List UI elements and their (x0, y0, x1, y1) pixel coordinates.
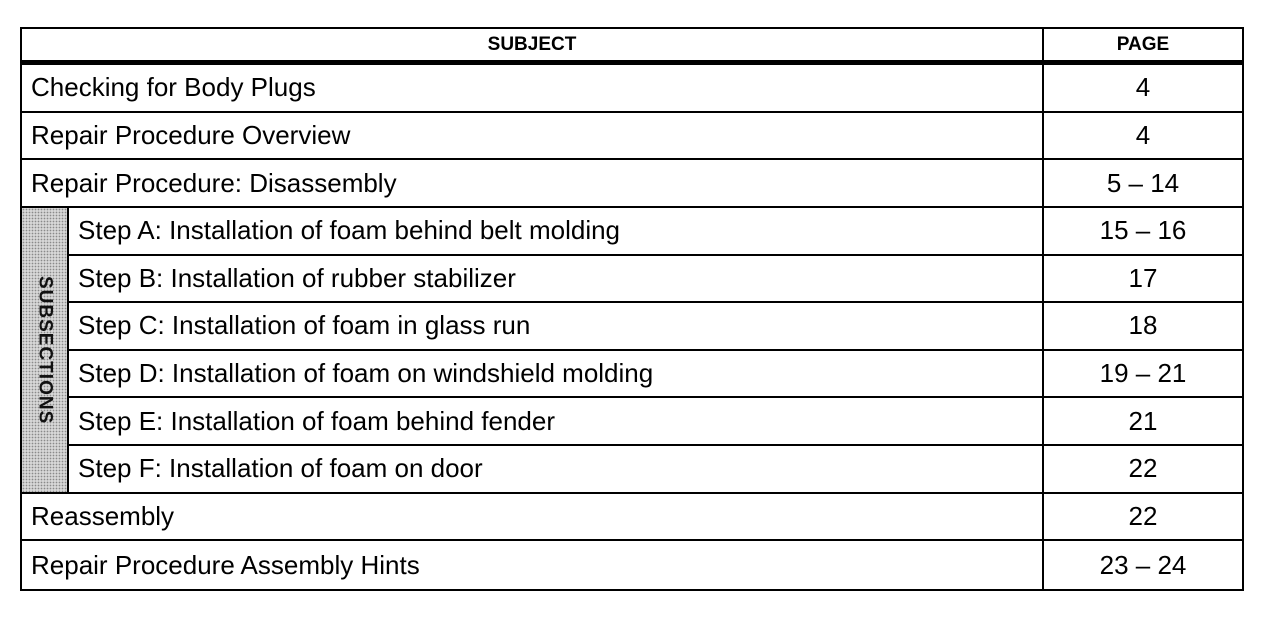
subsection-subject: Step C: Installation of foam in glass run (69, 303, 1042, 351)
subsections-band (22, 208, 69, 494)
subsection-page: 22 (1042, 446, 1242, 494)
subsection-subject: Step D: Installation of foam on windshield molding (69, 351, 1042, 399)
subsection-subject: Step F: Installation of foam on door (69, 446, 1042, 494)
subject-column-header: SUBJECT (22, 29, 1042, 65)
row-subject: Reassembly (22, 494, 1042, 542)
subsection-page: 19 – 21 (1042, 351, 1242, 399)
row-subject: Repair Procedure Overview (22, 113, 1042, 161)
table-of-contents (20, 27, 1244, 591)
subsection-subject: Step E: Installation of foam behind fender (69, 398, 1042, 446)
subsection-page: 15 – 16 (1042, 208, 1242, 256)
subsection-page: 17 (1042, 256, 1242, 304)
row-subject: Repair Procedure: Disassembly (22, 160, 1042, 208)
row-page: 23 – 24 (1042, 541, 1242, 589)
subsection-page: 18 (1042, 303, 1242, 351)
row-page: 22 (1042, 494, 1242, 542)
subsections-label: SUBSECTIONS (34, 275, 56, 424)
row-subject: Repair Procedure Assembly Hints (31, 549, 420, 580)
row-subject: Checking for Body Plugs (22, 65, 1042, 113)
subsection-subject: Step B: Installation of rubber stabilizer (69, 256, 1042, 304)
row-page: 4 (1042, 65, 1242, 113)
subsection-page: 21 (1042, 398, 1242, 446)
row-page: 5 – 14 (1042, 160, 1242, 208)
subsection-subject: Step A: Installation of foam behind belt molding (69, 208, 1042, 256)
page-column-header: PAGE (1042, 29, 1242, 65)
row-page: 4 (1042, 113, 1242, 161)
